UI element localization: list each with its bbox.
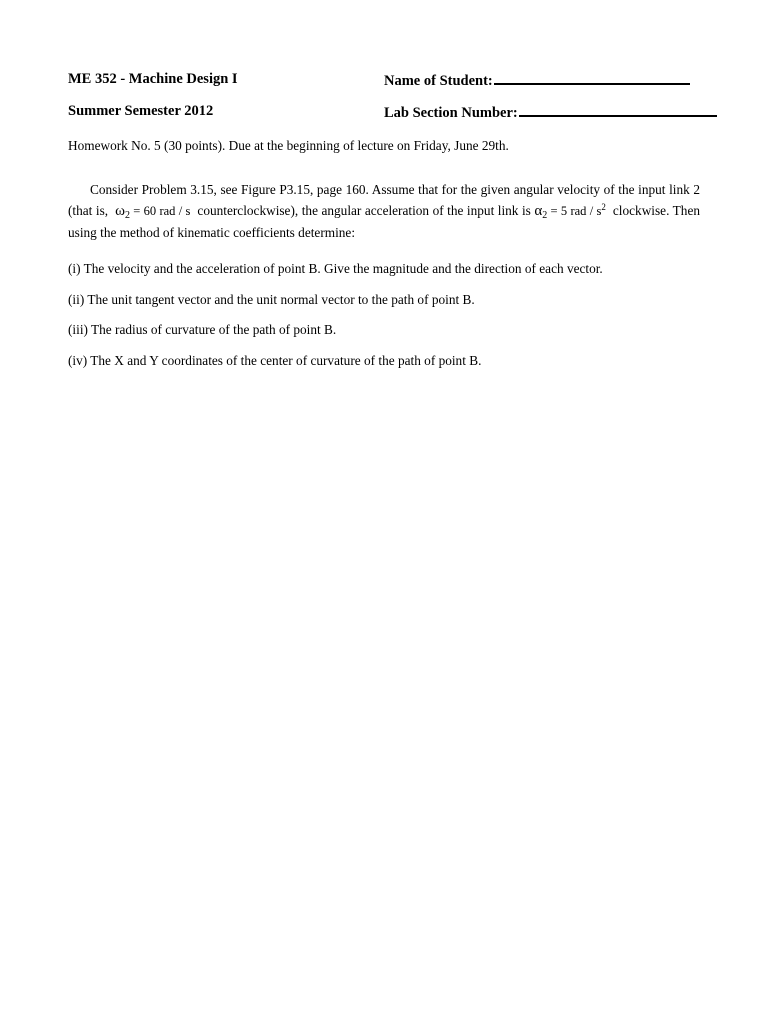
- course-title: ME 352 - Machine Design I: [68, 71, 238, 87]
- omega-subscript: 2: [124, 210, 130, 221]
- semester-title: Summer Semester 2012: [68, 103, 214, 119]
- problem-text-1: Consider Problem 3.15, see Figure P3.15, page 160. Assume that for the given angular velocity of the input link 2 (that is,: [68, 182, 700, 218]
- omega-symbol: ω: [115, 203, 125, 219]
- omega-expression: [115, 203, 191, 221]
- alpha-expression: [534, 202, 606, 221]
- question-item-1: (i) The velocity and the acceleration of point B. Give the magnitude and the direction of each vector.: [68, 261, 603, 276]
- question-item-3: (iii) The radius of curvature of the path of point B.: [68, 322, 337, 337]
- lab-section-label: Lab Section Number:: [384, 105, 518, 121]
- student-name-label: Name of Student:: [384, 73, 493, 89]
- alpha-superscript: 2: [601, 202, 606, 212]
- header-row-1: [68, 69, 708, 89]
- question-item-2: (ii) The unit tangent vector and the unit normal vector to the path of point B.: [68, 292, 475, 307]
- omega-value: = 60 rad / s: [133, 204, 191, 218]
- problem-paragraph: [68, 179, 700, 243]
- header-row-2: [68, 101, 708, 121]
- alpha-symbol: α: [534, 203, 543, 219]
- alpha-value: = 5 rad / s: [550, 204, 602, 218]
- homework-line: Homework No. 5 (30 points). Due at the beginning of lecture on Friday, June 29th.: [68, 138, 509, 153]
- student-name-field: [384, 69, 690, 91]
- student-name-blank: [494, 69, 690, 85]
- problem-text-3: clockwise. Then using the method of kinematic coefficients determine:: [68, 203, 700, 240]
- problem-text-2: counterclockwise), the angular acceleration of the input link is: [197, 203, 531, 218]
- alpha-subscript: 2: [542, 210, 548, 221]
- lab-section-field: [384, 101, 717, 123]
- lab-section-blank: [519, 101, 717, 117]
- question-item-4: (iv) The X and Y coordinates of the center of curvature of the path of point B.: [68, 353, 482, 368]
